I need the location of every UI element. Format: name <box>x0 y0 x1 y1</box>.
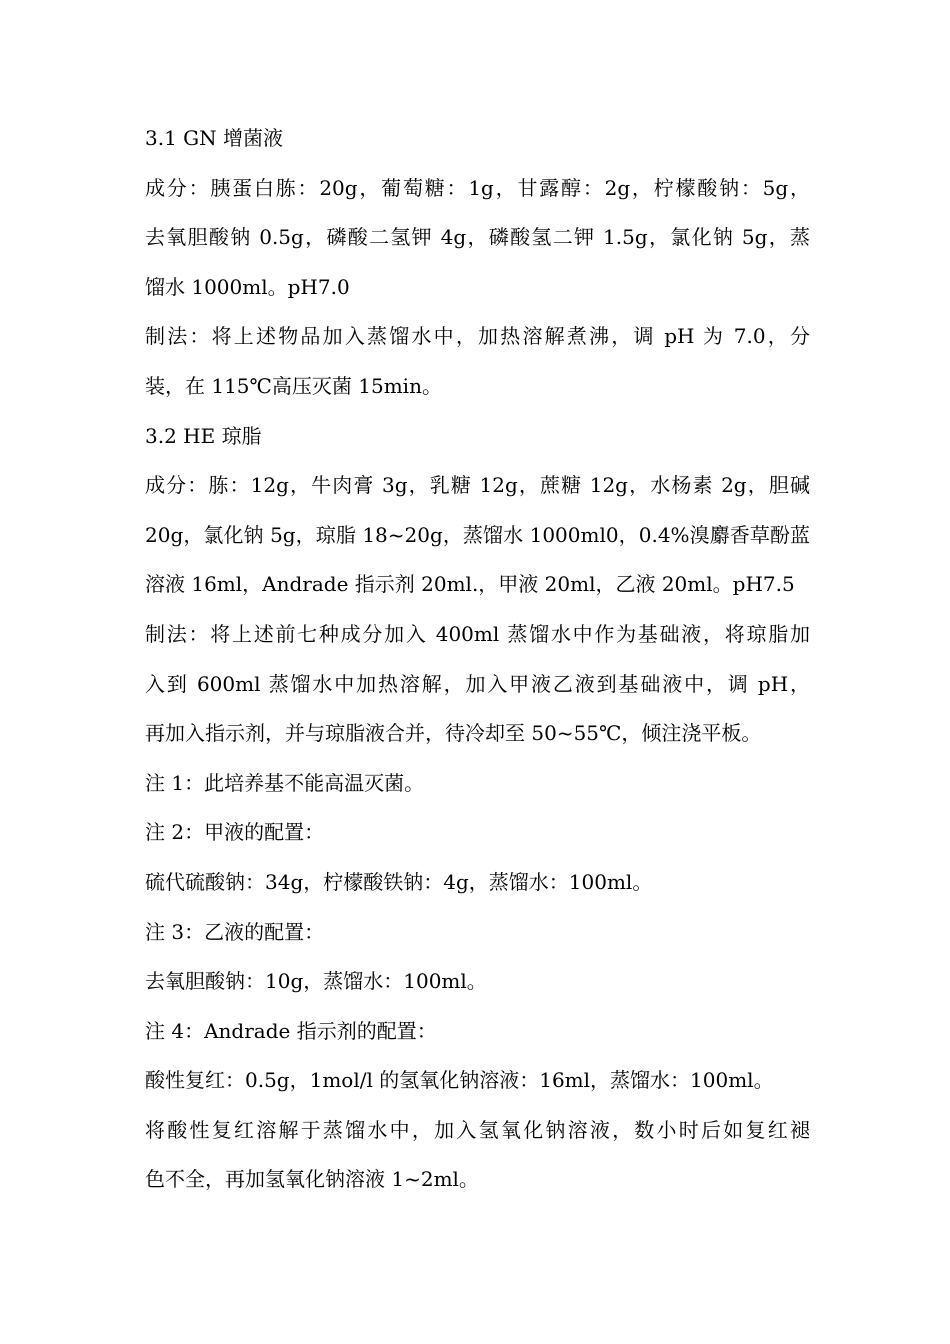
section-heading-gn-broth: 3.1 GN 增菌液 <box>145 126 283 150</box>
note-2-heading: 注 2：甲液的配置： <box>145 820 325 845</box>
gn-ingredients-line-2: 去氧胆酸钠 0.5g，磷酸二氢钾 4g，磷酸氢二钾 1.5g，氯化钠 5g，蒸 <box>145 225 810 250</box>
note-3-heading: 注 3：乙液的配置： <box>145 919 325 944</box>
he-method-line-3: 再加入指示剂，并与琼脂液合并，待冷却至 50~55℃，倾注浇平板。 <box>145 721 762 746</box>
note-4-body-line-2: 将酸性复红溶解于蒸馏水中，加入氢氧化钠溶液，数小时后如复红褪 <box>145 1117 810 1142</box>
he-method-line-2: 入到 600ml 蒸馏水中加热溶解，加入甲液乙液到基础液中，调 pH， <box>145 671 810 696</box>
he-ingredients-line-1: 成分：胨：12g，牛肉膏 3g，乳糖 12g，蔗糖 12g，水杨素 2g，胆碱 <box>145 473 810 498</box>
document-body <box>145 114 810 1205</box>
note-4-body-line-1: 酸性复红：0.5g，1mol/l 的氢氧化钠溶液：16ml，蒸馏水：100ml。 <box>145 1068 774 1093</box>
note-4-heading: 注 4：Andrade 指示剂的配置： <box>145 1018 437 1043</box>
gn-ingredients-line-1: 成分：胰蛋白胨：20g，葡萄糖：1g，甘露醇：2g，柠檬酸钠：5g， <box>145 175 810 200</box>
gn-method-line-1: 制法：将上述物品加入蒸馏水中，加热溶解煮沸，调 pH 为 7.0，分 <box>145 324 810 349</box>
section-heading-he-agar: 3.2 HE 琼脂 <box>145 423 262 448</box>
note-2-body: 硫代硫酸钠：34g，柠檬酸铁钠：4g，蒸馏水：100ml。 <box>145 869 653 894</box>
note-3-body: 去氧胆酸钠：10g，蒸馏水：100ml。 <box>145 969 487 994</box>
gn-method-line-2: 装，在 115℃高压灭菌 15min。 <box>145 373 442 398</box>
gn-ingredients-line-3: 馏水 1000ml。pH7.0 <box>145 274 350 299</box>
note-4-body-line-3: 色不全，再加氢氧化钠溶液 1~2ml。 <box>145 1167 479 1192</box>
note-1: 注 1：此培养基不能高温灭菌。 <box>145 770 425 795</box>
he-ingredients-line-2: 20g，氯化钠 5g，琼脂 18~20g，蒸馏水 1000ml0，0.4%溴麝香草酚蓝 <box>145 522 810 547</box>
he-method-line-1: 制法：将上述前七种成分加入 400ml 蒸馏水中作为基础液，将琼脂加 <box>145 621 810 646</box>
he-ingredients-line-3: 溶液 16ml，Andrade 指示剂 20ml.，甲液 20ml，乙液 20ml。pH7.5 <box>145 572 795 597</box>
